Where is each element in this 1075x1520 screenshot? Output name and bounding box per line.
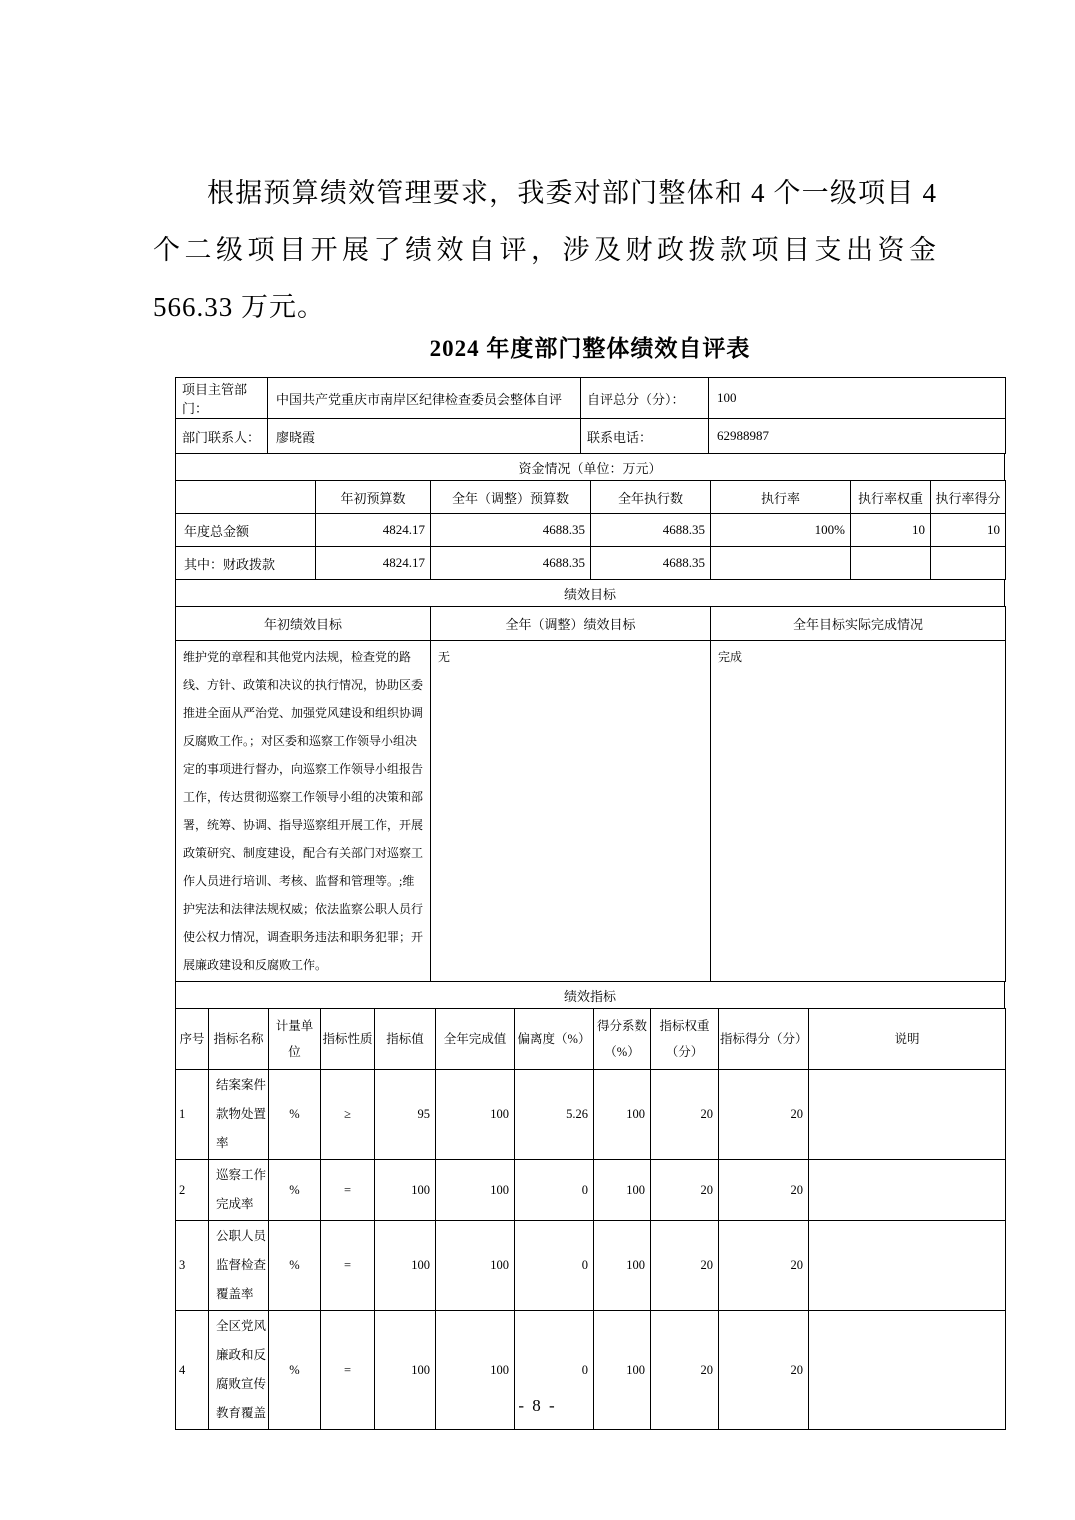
funding-header-cell: 年初预算数 (316, 481, 431, 514)
indicator-name-cell: 公职人员监督检查覆盖率 (209, 1221, 269, 1311)
funding-header-cell (176, 481, 316, 514)
funding-band (175, 453, 1005, 481)
indicator-no-cell: 4 (176, 1311, 209, 1430)
goals-section-title: 绩效目标 (176, 580, 1005, 607)
indicator-header-cell: 全年完成值 (436, 1009, 515, 1070)
funding-header-cell: 全年执行数 (591, 481, 711, 514)
dept-value-cell: 中国共产党重庆市南岸区纪律检查委员会整体自评 (268, 378, 581, 419)
funding-weight-cell (851, 547, 931, 580)
indicators-band (175, 981, 1005, 1009)
indicator-actual-cell: 100 (436, 1070, 515, 1160)
indicator-header-cell: 偏离度（%） (515, 1009, 594, 1070)
indicator-score-cell: 20 (719, 1311, 809, 1430)
page-number: - 8 - (518, 1396, 557, 1415)
goals-header-cell: 全年目标实际完成情况 (711, 607, 1006, 641)
indicator-coefficient-cell: 100 (594, 1160, 651, 1221)
goals-header-cell: 年初绩效目标 (176, 607, 431, 641)
funding-rate-cell (711, 547, 851, 580)
indicator-name-cell: 巡察工作完成率 (209, 1160, 269, 1221)
table-row (176, 419, 1006, 454)
goals-band (175, 579, 1005, 607)
indicator-score-cell: 20 (719, 1221, 809, 1311)
funding-executed-cell: 4688.35 (591, 547, 711, 580)
funding-header-cell: 执行率 (711, 481, 851, 514)
indicator-nature-cell: = (321, 1160, 375, 1221)
score-value-cell: 100 (709, 378, 1006, 419)
indicator-nature-cell: ≥ (321, 1070, 375, 1160)
indicator-target-cell: 100 (375, 1160, 436, 1221)
goal-completion-cell: 完成 (711, 641, 1006, 982)
indicator-weight-cell: 20 (651, 1070, 719, 1160)
funding-score-cell: 10 (931, 514, 1006, 547)
indicator-nature-cell: = (321, 1311, 375, 1430)
funding-row-name: 年度总金额 (176, 514, 316, 547)
indicator-name-cell: 结案案件款物处置率 (209, 1070, 269, 1160)
indicator-target-cell: 95 (375, 1070, 436, 1160)
indicator-no-cell: 2 (176, 1160, 209, 1221)
indicator-header-cell: 得分系数（%） (594, 1009, 651, 1070)
indicators-header-row (176, 1009, 1006, 1070)
indicator-weight-cell: 20 (651, 1221, 719, 1311)
funding-section (175, 480, 1006, 580)
funding-weight-cell: 10 (851, 514, 931, 547)
goals-section (175, 606, 1006, 982)
indicator-header-cell: 指标得分（分） (719, 1009, 809, 1070)
funding-section-title: 资金情况（单位：万元） (176, 454, 1005, 481)
indicator-deviation-cell: 0 (515, 1311, 594, 1430)
indicator-unit-cell: % (269, 1070, 321, 1160)
indicator-no-cell: 3 (176, 1221, 209, 1311)
phone-value-cell: 62988987 (709, 419, 1006, 454)
score-label-cell: 自评总分（分）： (581, 378, 709, 419)
indicator-no-cell: 1 (176, 1070, 209, 1160)
indicator-unit-cell: % (269, 1311, 321, 1430)
indicator-target-cell: 100 (375, 1221, 436, 1311)
indicator-note-cell (809, 1160, 1006, 1221)
funding-rate-cell: 100% (711, 514, 851, 547)
indicators-section (175, 1008, 1006, 1430)
funding-total-row (176, 514, 1006, 547)
funding-fiscal-row (176, 547, 1006, 580)
funding-header-cell: 全年（调整）预算数 (431, 481, 591, 514)
indicator-deviation-cell: 0 (515, 1160, 594, 1221)
indicators-section-title: 绩效指标 (176, 982, 1005, 1009)
contact-value-cell: 廖晓霞 (268, 419, 581, 454)
indicator-header-cell: 序号 (176, 1009, 209, 1070)
indicator-coefficient-cell: 100 (594, 1221, 651, 1311)
indicator-score-cell: 20 (719, 1070, 809, 1160)
table-row (176, 580, 1005, 607)
indicator-deviation-cell: 5.26 (515, 1070, 594, 1160)
funding-initial-cell: 4824.17 (316, 514, 431, 547)
indicator-header-cell: 说明 (809, 1009, 1006, 1070)
funding-initial-cell: 4824.17 (316, 547, 431, 580)
table-row (176, 378, 1006, 419)
funding-header-cell: 执行率权重 (851, 481, 931, 514)
indicator-note-cell (809, 1221, 1006, 1311)
page-title: 2024 年度部门整体绩效自评表 (429, 336, 751, 361)
indicator-note-cell (809, 1070, 1006, 1160)
indicator-nature-cell: = (321, 1221, 375, 1311)
indicator-row (176, 1070, 1006, 1160)
indicator-coefficient-cell: 100 (594, 1070, 651, 1160)
table-row (176, 982, 1005, 1009)
phone-label-cell: 联系电话： (581, 419, 709, 454)
indicator-unit-cell: % (269, 1221, 321, 1311)
indicator-actual-cell: 100 (436, 1311, 515, 1430)
table-row (176, 454, 1005, 481)
adjusted-goal-cell: 无 (431, 641, 711, 982)
indicator-coefficient-cell: 100 (594, 1311, 651, 1430)
funding-adjusted-cell: 4688.35 (431, 547, 591, 580)
indicator-row (176, 1160, 1006, 1221)
intro-paragraph: 根据预算绩效管理要求，我委对部门整体和 4 个一级项目 4 个二级项目开展了绩效自评，涉及财政拨款项目支出资金 566.33 万元。 (153, 178, 937, 322)
indicator-weight-cell: 20 (651, 1160, 719, 1221)
indicator-name-cell: 全区党风廉政和反腐败宣传教育覆盖 (209, 1311, 269, 1430)
goals-content-row (176, 641, 1006, 982)
dept-label-cell: 项目主管部门： (176, 378, 268, 419)
indicator-score-cell: 20 (719, 1160, 809, 1221)
contact-label-cell: 部门联系人： (176, 419, 268, 454)
funding-score-cell (931, 547, 1006, 580)
indicator-row (176, 1221, 1006, 1311)
indicator-deviation-cell: 0 (515, 1221, 594, 1311)
indicator-header-cell: 指标权重（分） (651, 1009, 719, 1070)
info-section (175, 377, 1006, 454)
indicator-target-cell: 100 (375, 1311, 436, 1430)
indicator-actual-cell: 100 (436, 1221, 515, 1311)
indicator-actual-cell: 100 (436, 1160, 515, 1221)
indicator-unit-cell: % (269, 1160, 321, 1221)
indicator-header-cell: 指标值 (375, 1009, 436, 1070)
goals-header-row (176, 607, 1006, 641)
initial-goal-cell: 维护党的章程和其他党内法规，检查党的路线、方针、政策和决议的执行情况，协助区委推进全面从严治党、加强党风建设和组织协调反腐败工作。；对区委和巡察工作领导小组决定的事项进行督办，向巡察工作领导小组报告工作，传达贯彻巡察工作领导小组的决策和部署，统筹、协调、指导巡察组开展工作，开展政策研究、制度建设，配合有关部门对巡察工作人员进行培训、考核、监督和管理等。;维护宪法和法律法规权威；依法监察公职人员行使公权力情况，调查职务违法和职务犯罪；开展廉政建设和反腐败工作。 (176, 641, 431, 982)
indicator-weight-cell: 20 (651, 1311, 719, 1430)
funding-row-name: 其中：财政拨款 (176, 547, 316, 580)
funding-header-cell: 执行率得分 (931, 481, 1006, 514)
goals-header-cell: 全年（调整）绩效目标 (431, 607, 711, 641)
indicator-header-cell: 指标名称 (209, 1009, 269, 1070)
performance-table (175, 378, 1007, 1430)
indicator-header-cell: 计量单位 (269, 1009, 321, 1070)
funding-executed-cell: 4688.35 (591, 514, 711, 547)
funding-header-row (176, 481, 1006, 514)
indicator-header-cell: 指标性质 (321, 1009, 375, 1070)
funding-adjusted-cell: 4688.35 (431, 514, 591, 547)
